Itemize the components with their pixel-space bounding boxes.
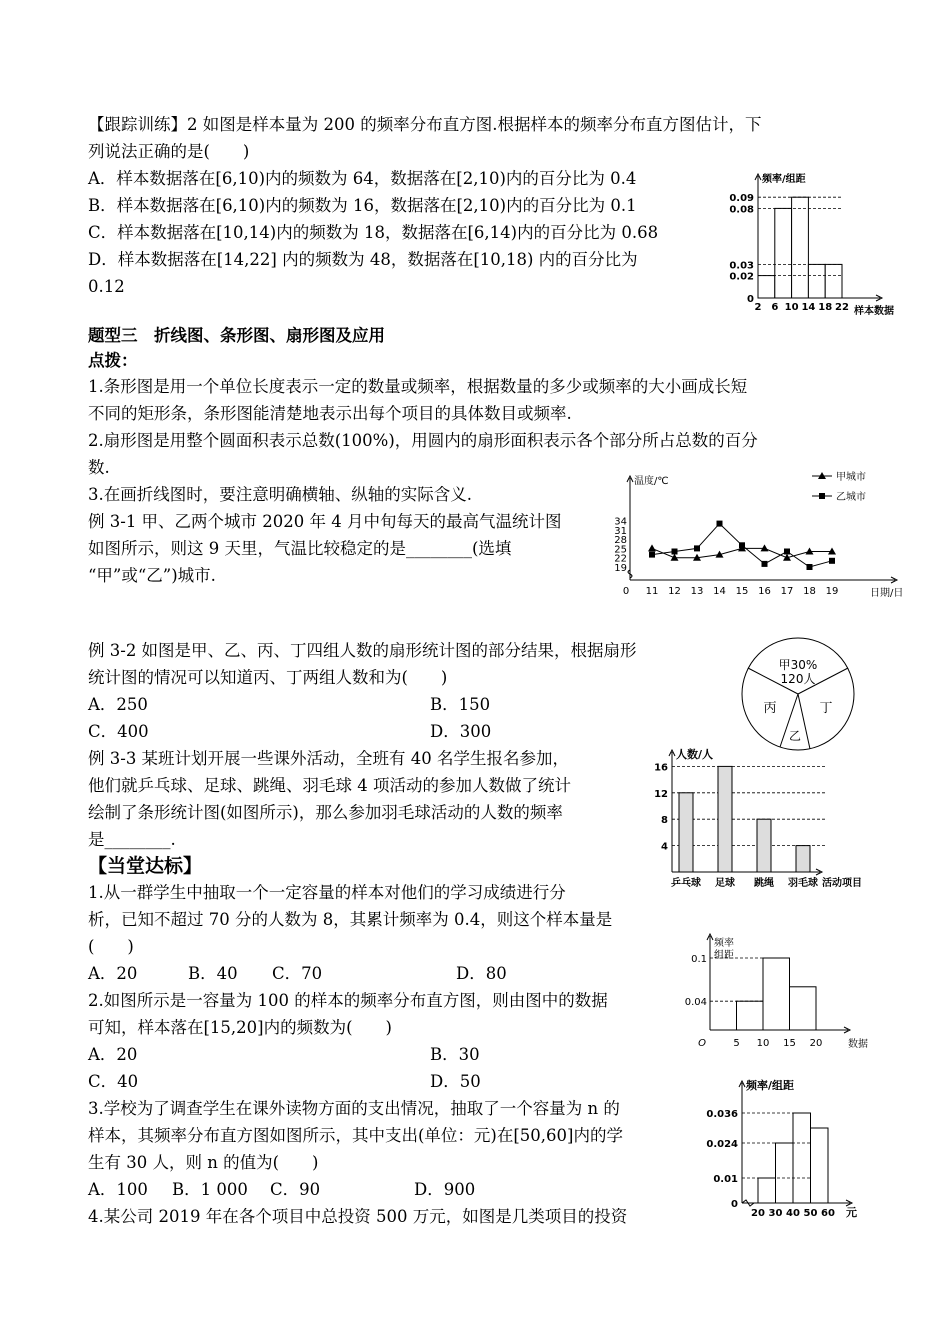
y-axis-label: 频率 (714, 938, 734, 949)
option-b: B．1 000 (172, 1180, 248, 1199)
histogram-bar (825, 264, 842, 298)
y-axis-label: 人数/人 (676, 748, 714, 761)
histogram-bar (763, 958, 790, 1030)
example-3-1: 例 3-1 甲、乙两个城市 2020 年 4 月中旬每天的最高气温统计图 (88, 512, 562, 531)
bar (757, 819, 771, 872)
bar (796, 846, 810, 872)
example-3-2: 统计图的情况可以知道丙、丁两组人数和为( ) (88, 668, 448, 687)
tip-para: 2.扇形图是用整个圆面积表示总数(100%)，用圆内的扇形面积表示各个部分所占总数的百分 (88, 431, 758, 450)
y-tick-label: 16 (654, 762, 668, 774)
option-d-cont: 0.12 (88, 277, 125, 296)
y-tick-label: 0.024 (706, 1139, 738, 1150)
example-3-3: 例 3-3 某班计划开展一些课外活动，全班有 40 名学生报名参加， (88, 749, 570, 768)
histogram-bar (758, 276, 775, 298)
y-axis-label: 频率/组距 (762, 174, 806, 185)
histogram-bar (775, 208, 792, 298)
x-axis-label: 日期/日 (870, 588, 904, 599)
option-b: B．30 (430, 1045, 480, 1064)
option-d: D．样本数据落在[14,22] 内的频数为 48，数据落在[10,18) 内的百分比为 (88, 250, 638, 269)
y-tick-label: 0.02 (729, 271, 754, 283)
x-tick-label: 13 (690, 586, 704, 597)
x-axis-label: 样本数据 (854, 306, 894, 317)
option-d: D．300 (430, 722, 492, 741)
x-tick-label: 14 (713, 586, 726, 597)
question-2: 2.如图所示是一容量为 100 的样本的频率分布直方图，则由图中的数据 (88, 991, 608, 1010)
bar (679, 793, 693, 872)
option-d: D．80 (456, 964, 507, 983)
y-tick-label: 4 (661, 841, 668, 853)
x-tick-label: 11 (645, 586, 659, 597)
y-tick-label: 25 (614, 544, 627, 556)
y-axis-label: 温度/℃ (634, 476, 669, 487)
pie-label-yi: 乙 (788, 729, 802, 743)
yi-marker (739, 542, 745, 548)
x-axis-label: 元 (846, 1206, 857, 1219)
yi-marker (762, 561, 768, 567)
histogram-bar (811, 1128, 829, 1203)
y-tick-label: 0.03 (729, 260, 754, 272)
y-tick-label: 0 (747, 294, 754, 305)
x-tick-label: 15 (735, 586, 749, 597)
category-label: 乒乓球 (671, 878, 701, 889)
question-1: 1.从一群学生中抽取一个一定容量的样本对他们的学习成绩进行分 (88, 883, 566, 902)
option-b: B．样本数据落在[6,10)内的频数为 16，数据落在[2,10)内的百分比为 0.1 (88, 196, 637, 215)
example-3-1: “甲”或“乙”)城市. (88, 566, 216, 585)
y-tick-label: 0.1 (691, 954, 707, 965)
y-axis-label: 频率/组距 (746, 1079, 795, 1092)
x-tick-label: 18 (818, 302, 833, 313)
x-tick-label: 16 (758, 586, 771, 597)
histogram-chart-3 (700, 1075, 870, 1225)
option-c: C．40 (88, 1072, 139, 1091)
y-tick-label: 22 (614, 553, 627, 565)
y-tick-label: 34 (614, 516, 627, 528)
category-label: 羽毛球 (788, 878, 818, 889)
x-tick-label: 0 (622, 586, 630, 597)
question-3: 样本，其频率分布直方图如图所示，其中支出(单位：元)在[50,60]内的学 (88, 1126, 623, 1145)
y-axis-label: 组距 (714, 950, 734, 961)
category-label: 跳绳 (754, 878, 774, 889)
category-label: 足球 (715, 878, 735, 889)
x-tick-label: 30 (768, 1208, 783, 1219)
x-tick-label: 18 (803, 586, 816, 597)
question-line: 【跟踪训练】2 如图是样本量为 200 的频率分布直方图.根据样本的频率分布直方图估计，下 (88, 115, 762, 134)
histogram-bar (792, 197, 809, 298)
example-3-2: 例 3-2 如图是甲、乙、丙、丁四组人数的扇形统计图的部分结果，根据扇形 (88, 641, 637, 660)
temperature-line-chart (610, 470, 910, 600)
histogram-bar (790, 987, 817, 1030)
histogram-bar (737, 1001, 764, 1030)
option-a: A．20 (88, 1045, 138, 1064)
example-3-1: 如图所示，则这 9 天里，气温比较稳定的是________(选填 (88, 539, 512, 558)
y-tick-label: 31 (614, 525, 627, 537)
y-tick-label: 0 (731, 1199, 738, 1210)
tip-label: 点拨： (88, 351, 138, 370)
histogram-bar (793, 1113, 811, 1203)
x-tick-label: 15 (783, 1038, 796, 1049)
x-tick-label: 10 (756, 1038, 770, 1049)
x-tick-label: O (698, 1038, 706, 1049)
example-3-3: 是________. (88, 830, 176, 849)
yi-marker (784, 549, 790, 555)
yi-marker (672, 549, 678, 555)
histogram-bar (758, 1178, 776, 1203)
x-axis-label: 数据 (848, 1039, 868, 1050)
pie-label-count: 120人 (780, 672, 816, 686)
question-1: 析，已知不超过 70 分的人数为 8，其累计频率为 0.4，则这个样本量是 (88, 910, 613, 929)
pie-chart (740, 640, 856, 750)
x-tick-label: 5 (733, 1038, 740, 1049)
y-tick-label: 0.09 (729, 193, 754, 205)
option-b: B．150 (430, 695, 491, 714)
legend-yi-label: 乙城市 (836, 492, 866, 503)
example-3-3: 他们就乒乓球、足球、跳绳、羽毛球 4 项活动的参加人数做了统计 (88, 776, 571, 795)
x-tick-label: 20 (751, 1208, 765, 1219)
x-tick-label: 2 (754, 302, 762, 313)
yi-marker (649, 552, 655, 558)
x-tick-label: 60 (821, 1208, 835, 1219)
x-tick-label: 22 (835, 302, 849, 313)
jia-marker (648, 544, 656, 551)
yi-marker (829, 558, 835, 564)
bar (718, 766, 732, 872)
question-1: ( ) (88, 937, 134, 956)
question-3: 3.学校为了调查学生在课外读物方面的支出情况，抽取了一个容量为 n 的 (88, 1099, 620, 1118)
option-c: C．400 (88, 722, 149, 741)
histogram-bar (776, 1143, 794, 1203)
x-tick-label: 19 (825, 586, 839, 597)
activity-bar-chart (650, 748, 880, 896)
option-c: C．90 (270, 1180, 321, 1199)
y-tick-label: 0.08 (729, 204, 754, 216)
y-tick-label: 0.04 (684, 997, 707, 1009)
question-4: 4.某公司 2019 年在各个项目中总投资 500 万元，如图是几类项目的投资 (88, 1207, 628, 1226)
yi-marker (807, 564, 813, 570)
x-tick-label: 6 (771, 302, 779, 313)
tip-para: 不同的矩形条，条形图能清楚地表示出每个项目的具体数目或频率. (88, 404, 572, 423)
x-tick-label: 10 (784, 302, 799, 313)
section-title: 题型三 折线图、条形图、扇形图及应用 (88, 326, 385, 345)
example-3-3: 绘制了条形统计图(如图所示)，那么参加羽毛球活动的人数的频率 (88, 803, 563, 822)
option-c: C．样本数据落在[10,14)内的频数为 18，数据落在[6,14)内的百分比为 0.68 (88, 223, 659, 242)
y-tick-label: 19 (614, 563, 627, 574)
x-tick-label: 14 (801, 302, 816, 313)
pie-label-jia: 甲30% (778, 658, 818, 672)
y-tick-label: 0.036 (706, 1109, 738, 1120)
option-a: A．100 (88, 1180, 148, 1199)
histogram-bar (808, 264, 825, 298)
x-tick-label: 20 (809, 1038, 823, 1049)
option-b: B．40 (188, 964, 238, 983)
legend-jia-label: 甲城市 (836, 472, 866, 483)
x-tick-label: 12 (668, 586, 681, 597)
y-tick-label: 28 (614, 535, 627, 547)
yi-marker (717, 521, 723, 527)
question-2: 可知，样本落在[15,20]内的频数为( ) (88, 1018, 392, 1037)
pie-label-bing: 丙 (763, 701, 777, 716)
tip-para: 3.在画折线图时，要注意明确横轴、纵轴的实际含义. (88, 485, 472, 504)
histogram-chart-1 (720, 168, 910, 318)
x-axis-label: 活动项目 (822, 878, 862, 889)
option-a: A．样本数据落在[6,10)内的频数为 64，数据落在[2,10)内的百分比为 0.4 (88, 169, 637, 188)
option-a: A．20 (88, 964, 138, 983)
y-tick-label: 0.01 (713, 1174, 738, 1185)
pie-label-ding: 丁 (819, 701, 833, 716)
option-d: D．50 (430, 1072, 481, 1091)
option-c: C．70 (272, 964, 323, 983)
y-tick-label: 8 (661, 815, 668, 827)
tip-para: 1.条形图是用一个单位长度表示一定的数量或频率，根据数量的多少或频率的大小画成长短 (88, 377, 748, 396)
histogram-chart-2 (684, 930, 888, 1055)
x-tick-label: 50 (803, 1208, 818, 1219)
question-3: 生有 30 人，则 n 的值为( ) (88, 1153, 319, 1172)
option-d: D．900 (414, 1180, 476, 1199)
y-tick-label: 12 (654, 788, 668, 800)
x-tick-label: 40 (786, 1208, 800, 1219)
question-line: 列说法正确的是( ) (88, 142, 250, 161)
x-tick-label: 17 (780, 586, 794, 597)
tip-para: 数. (88, 458, 110, 477)
option-a: A．250 (88, 695, 148, 714)
section-title: 【当堂达标】 (88, 855, 203, 877)
yi-marker (694, 545, 700, 551)
